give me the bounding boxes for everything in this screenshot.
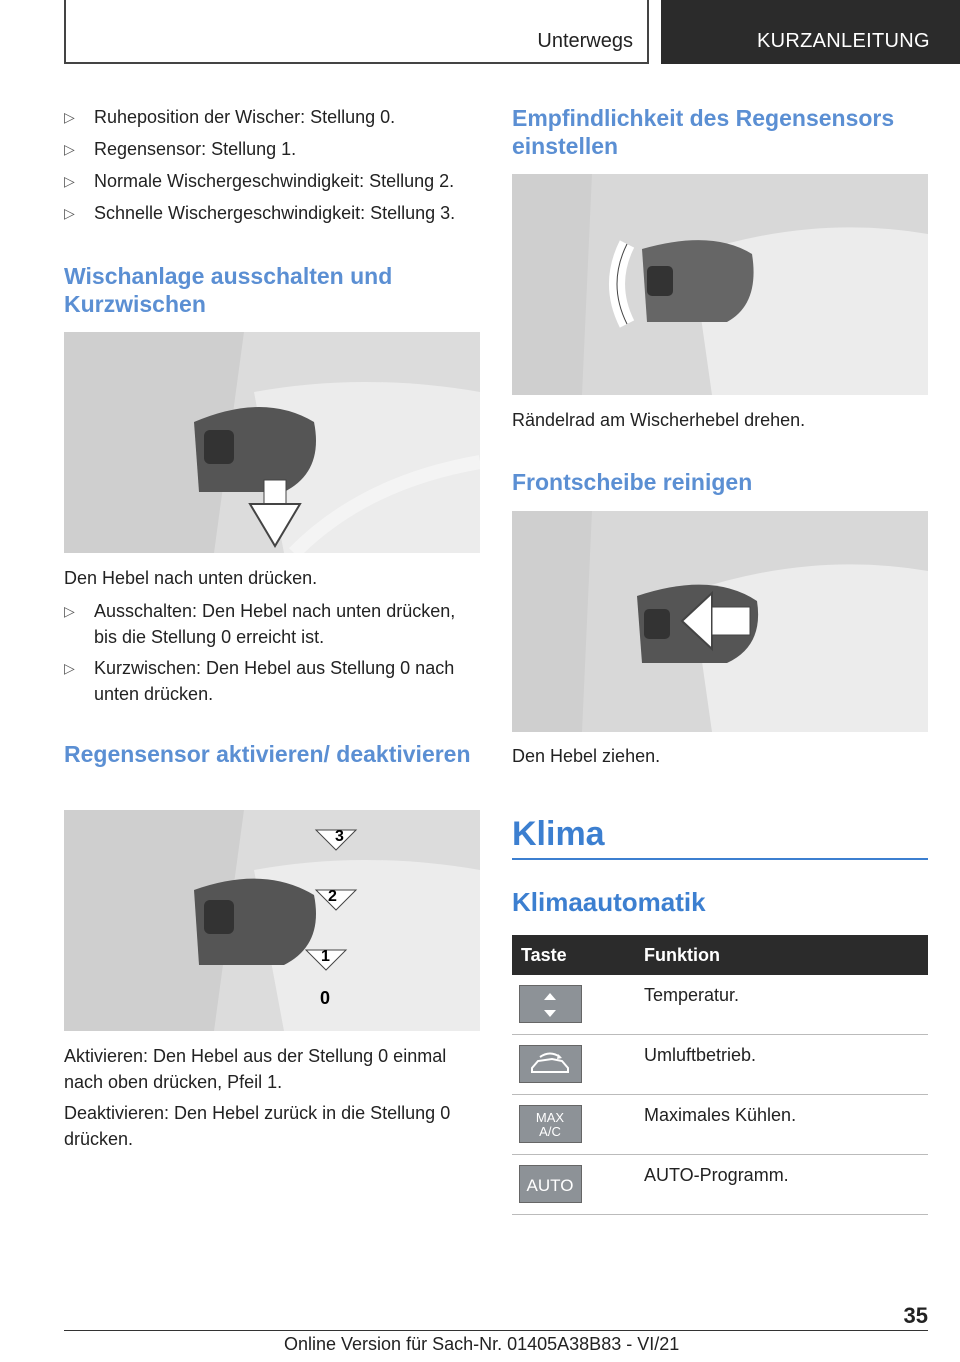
header-section: Unterwegs xyxy=(537,30,633,52)
bullet-item: ▷ Ausschalten: Den Hebel nach unten drücken, bis die Stellung 0 erreicht ist. xyxy=(64,598,480,650)
lever-positions-image xyxy=(64,810,480,1031)
lever-down-image xyxy=(64,332,480,553)
bullet-item: ▷ Kurzwischen: Den Hebel aus Stellung 0 nach unten drücken. xyxy=(64,655,480,707)
header-section-box xyxy=(64,0,649,64)
triangle-bullet-icon: ▷ xyxy=(64,173,75,189)
paragraph-aktivieren: Aktivieren: Den Hebel aus der Stellung 0 einmal nach oben drücken, Pfeil 1. xyxy=(64,1046,447,1092)
position-label-1: 1 xyxy=(321,948,330,965)
temperature-arrows-icon xyxy=(519,985,582,1023)
table-row xyxy=(512,1155,928,1215)
header-chapter: KURZANLEITUNG xyxy=(757,30,930,52)
footer-text: Online Version für Sach-Nr. 01405A38B83 - VI/21 xyxy=(284,1334,680,1354)
knurled-wheel-image xyxy=(512,174,928,395)
heading-empfindlichkeit: Empfindlichkeit des Regensensors einstellen xyxy=(512,105,895,159)
function-text: Maximales Kühlen. xyxy=(644,1105,797,1125)
paragraph-hebel-unten: Den Hebel nach unten drücken. xyxy=(64,568,318,588)
position-label-0: 0 xyxy=(320,988,331,1008)
auto-label: AUTO xyxy=(526,1176,574,1195)
triangle-bullet-icon: ▷ xyxy=(64,660,75,676)
table-header xyxy=(512,935,928,975)
max-ac-icon xyxy=(519,1105,582,1143)
header-chapter-box xyxy=(661,0,960,64)
heading-klima: Klima xyxy=(512,815,605,853)
paragraph-deaktivieren: Deaktivieren: Den Hebel zurück in die Stellung 0 drücken. xyxy=(64,1103,451,1149)
heading-frontscheibe: Frontscheibe reinigen xyxy=(512,469,753,495)
function-text: Umluftbetrieb. xyxy=(644,1045,757,1065)
triangle-bullet-icon: ▷ xyxy=(64,603,75,619)
triangle-bullet-icon: ▷ xyxy=(64,141,75,157)
climate-table xyxy=(512,935,928,1215)
auto-icon xyxy=(519,1165,582,1203)
function-text: Temperatur. xyxy=(644,985,740,1005)
footer-rule xyxy=(64,1330,928,1331)
table-row xyxy=(512,975,928,1035)
header-taste: Taste xyxy=(521,945,567,965)
heading-ausschalten: Wischanlage ausschalten und Kurzwischen xyxy=(64,263,393,317)
function-text: AUTO-Programm. xyxy=(644,1165,789,1185)
ac-label: A/C xyxy=(539,1124,561,1139)
bullet-item: ▷ Ruheposition der Wischer: Stellung 0. xyxy=(64,104,480,130)
page-number: 35 xyxy=(903,1303,928,1328)
lever-pull-image xyxy=(512,511,928,732)
bullet-item: ▷ Schnelle Wischergeschwindigkeit: Stellung 3. xyxy=(64,200,480,226)
table-row xyxy=(512,1035,928,1095)
heading-klima-rule xyxy=(512,858,928,860)
header-funktion: Funktion xyxy=(644,945,720,965)
recirculation-car-icon xyxy=(519,1045,582,1083)
heading-regensensor: Regensensor aktivieren/ deaktivieren xyxy=(64,741,471,767)
page-header xyxy=(0,0,960,66)
bullet-item: ▷ Regensensor: Stellung 1. xyxy=(64,136,480,162)
triangle-bullet-icon: ▷ xyxy=(64,109,75,125)
table-row xyxy=(512,1095,928,1155)
heading-klimaautomatik: Klimaautomatik xyxy=(512,887,706,917)
position-label-2: 2 xyxy=(328,888,337,905)
position-label-3: 3 xyxy=(335,828,344,845)
paragraph-raendelrad: Rändelrad am Wischerhebel drehen. xyxy=(512,410,806,430)
bullet-item: ▷ Normale Wischergeschwindigkeit: Stellung 2. xyxy=(64,168,480,194)
max-label: MAX xyxy=(535,1110,565,1125)
triangle-bullet-icon: ▷ xyxy=(64,205,75,221)
paragraph-ziehen: Den Hebel ziehen. xyxy=(512,746,661,766)
